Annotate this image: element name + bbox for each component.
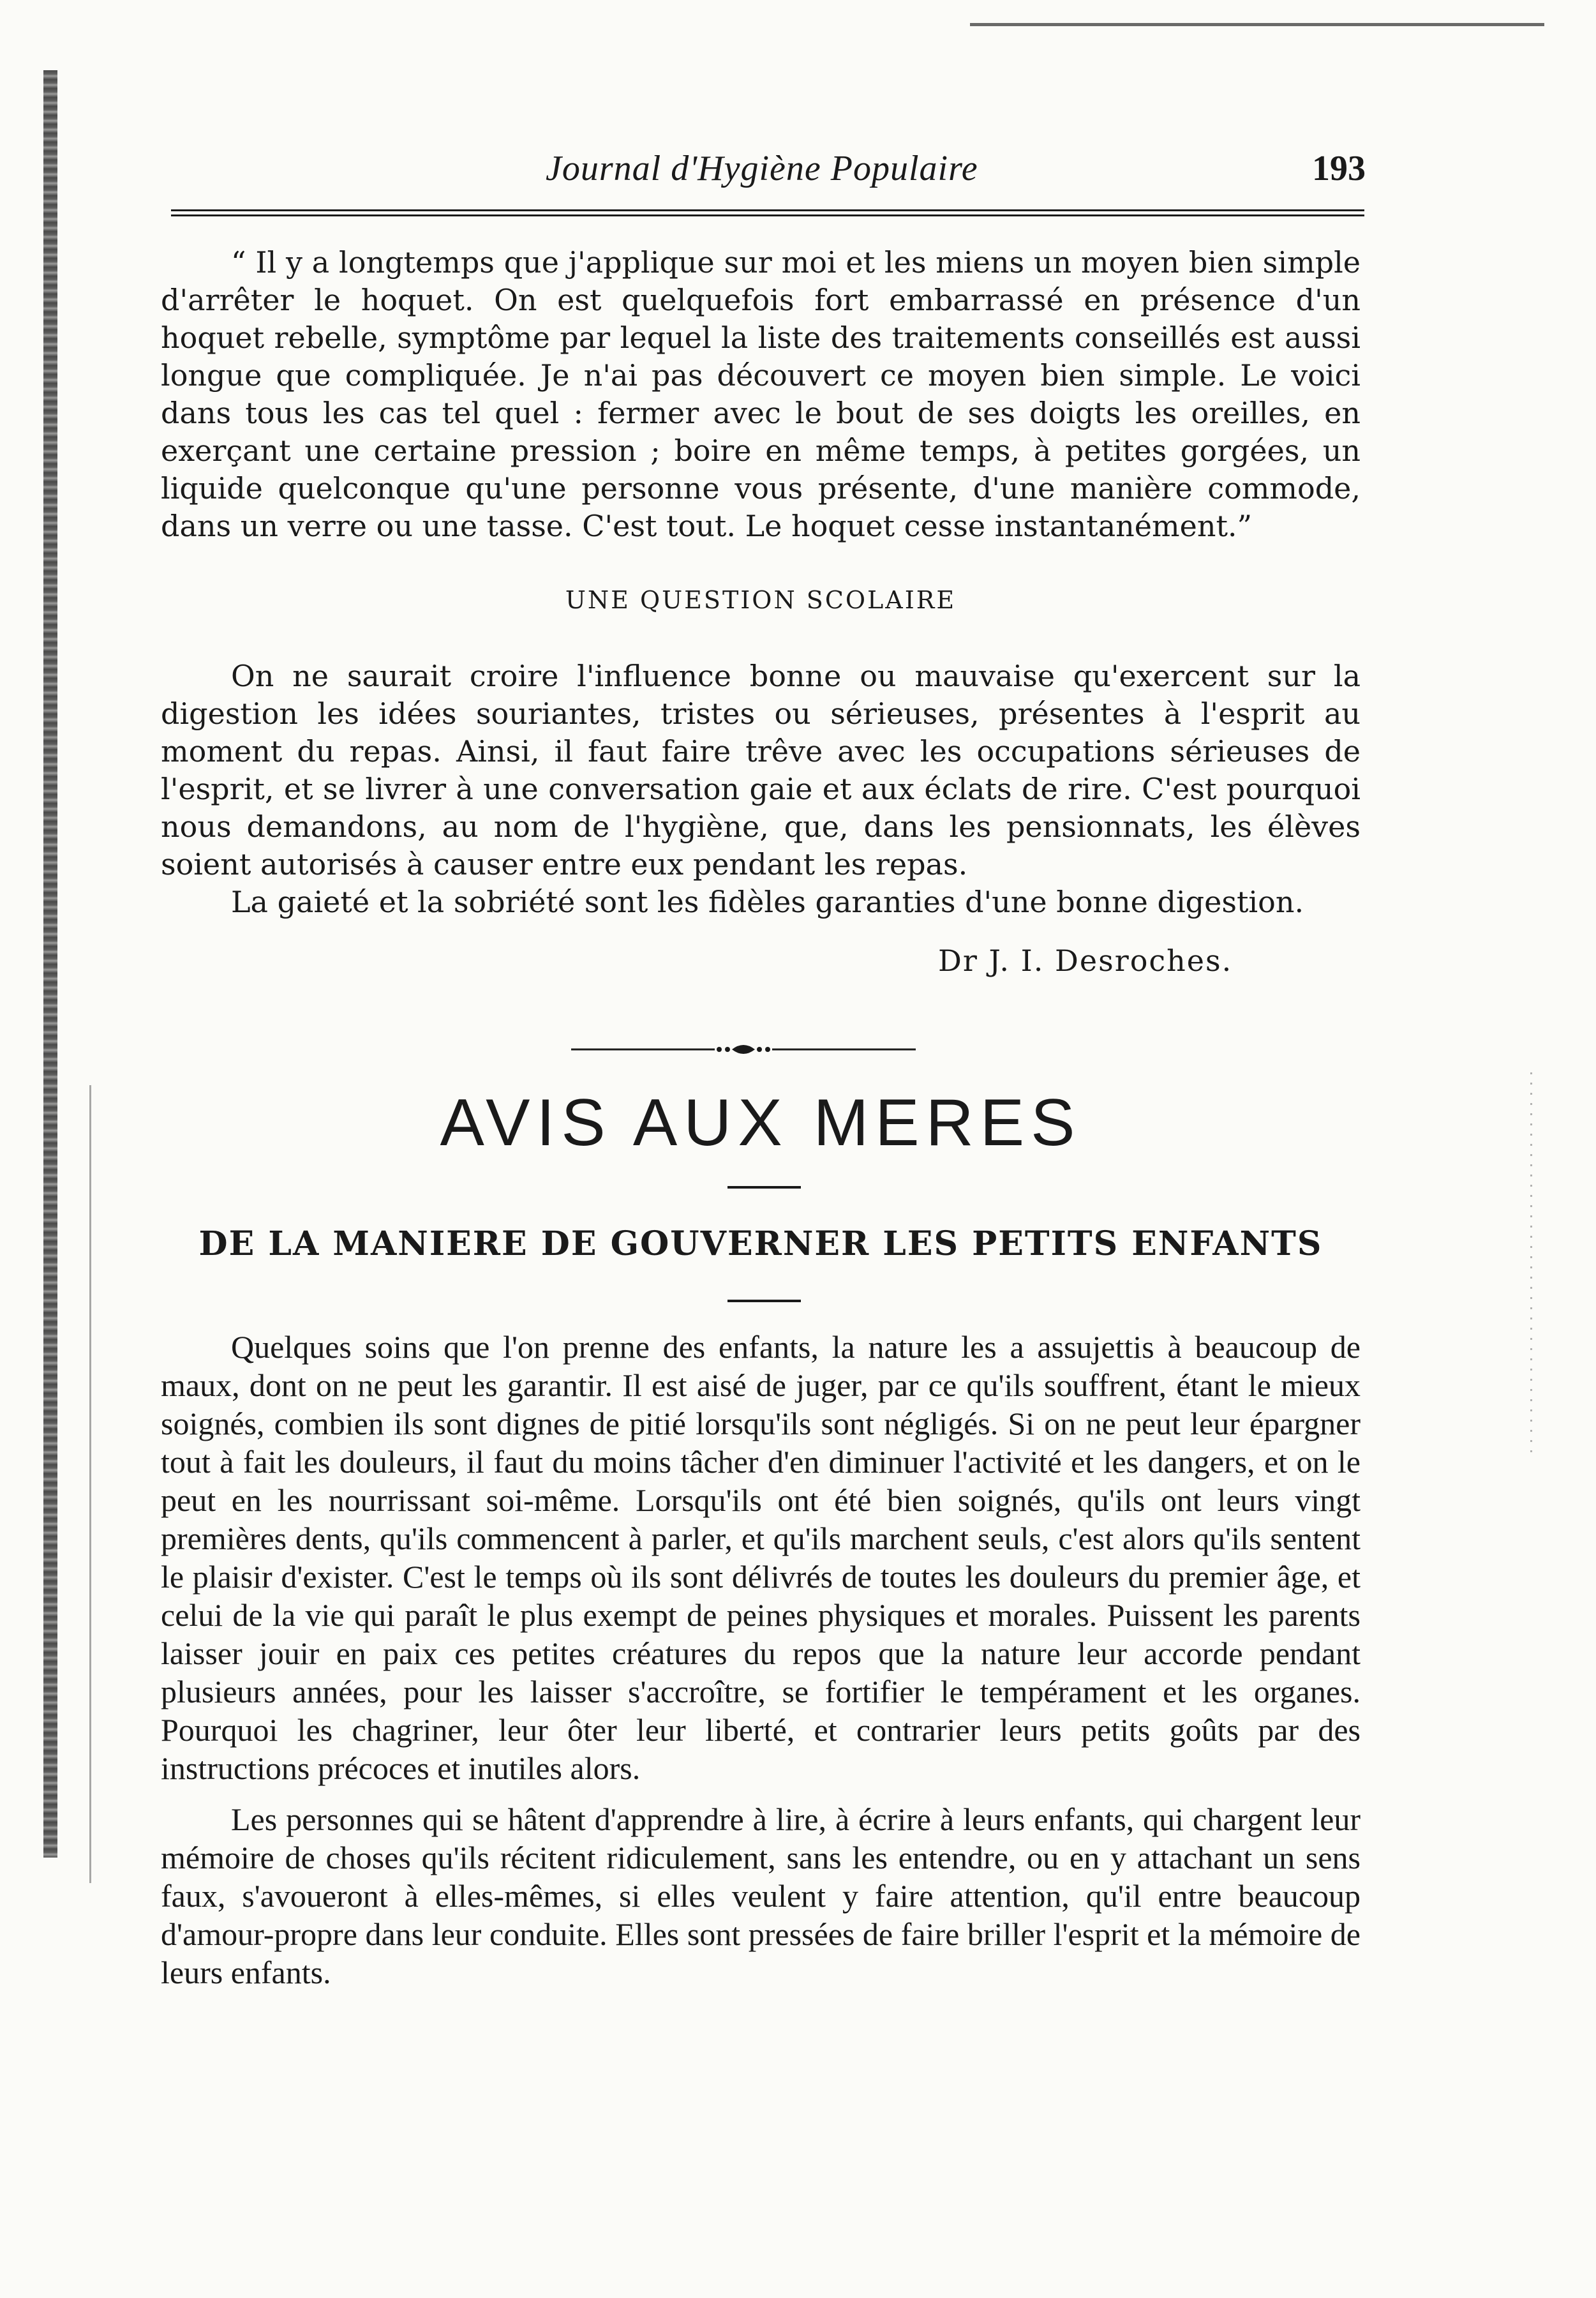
journal-title: Journal d'Hygiène Populaire <box>546 149 978 188</box>
scan-speckle <box>1530 1072 1532 1455</box>
page-binding-shadow <box>43 70 57 1858</box>
page-number: 193 <box>1312 149 1366 188</box>
school-paragraph-2: La gaieté et la sobriété sont les fidèles garanties d'une bonne digestion. <box>231 885 1304 919</box>
article-paragraph-1: Quelques soins que l'on prenne des enfants, la nature les a assujettis à beaucoup de maux, dont on ne peut les garantir. Il est aisé de juger, par ce qu'ils souffrent, étant le mieux soignés, combien ils sont dignes de pitié lorsqu'ils sont négligés. Si on ne peut leur épargner tout à fait les douleurs, il faut du moins tâcher d'en diminuer l'activité et les dangers, et on le peut en les nourrissant soi-même. Lorsqu'ils ont été bien soignés, qu'ils ont leurs vingt premières dents, qu'ils commencent à parler, et qu'ils marchent seuls, c'est alors qu'ils sentent le plaisir d'exister. C'est le temps où ils sont délivrés de toutes les douleurs du premier âge, et celui de la vie qui paraît le plus exempt de peines physiques et morales. Puissent les parents laisser jouir en paix ces petites créatures du repos que la nature leur accorde pendant plusieurs années, pour les laisser s'accroître, se fortifier le tempérament et les organes. Pourquoi les chagriner, leur ôter leur liberté, et contrarier leurs petits goûts par des instructions précoces et inutiles alors. <box>161 1329 1361 1786</box>
school-paragraph-1: On ne saurait croire l'influence bonne ou mauvaise qu'exercent sur la digestion les idées souriantes, tristes ou sérieuses, présentes à l'esprit au moment du repas. Ainsi, il faut faire trêve avec les occupations sérieuses de l'esprit, et se livrer à une conversation gaie et aux éclats de rire. C'est pourquoi nous demandons, au nom de l'hygiène, que, dans les pensionnats, les élèves soient autorisés à causer entre eux pendant les repas. <box>161 659 1361 882</box>
quote-block <box>161 244 1361 545</box>
school-section-body <box>161 657 1361 921</box>
scan-edge-mark <box>970 23 1544 26</box>
article-body <box>161 1328 1361 2004</box>
section-heading: UNE QUESTION SCOLAIRE <box>565 586 957 614</box>
article-title: AVIS AUX MERES <box>440 1086 1082 1160</box>
author-signature: Dr J. I. Desroches. <box>938 943 1233 978</box>
title-rule <box>727 1186 801 1189</box>
article-paragraph-2: Les personnes qui se hâtent d'apprendre à lire, à écrire à leurs enfants, qui chargent leur mémoire de choses qu'ils récitent ridiculement, sans les entendre, ou en y attachant un sens faux, s'avoueront à elles-mêmes, si elles veulent y faire attention, qu'il entre beaucoup d'amour-propre dans leur conduite. Elles sont pressées de faire briller l'esprit et la mémoire de leurs enfants. <box>161 1801 1361 1990</box>
header-double-rule <box>171 209 1364 216</box>
page-binding-line <box>89 1085 91 1883</box>
decorative-divider-icon <box>571 1040 916 1058</box>
running-header <box>163 142 1385 199</box>
quote-paragraph: “ Il y a longtemps que j'applique sur moi et les miens un moyen bien simple d'arrêter le hoquet. On est quelquefois fort embarrassé en présence d'un hoquet rebelle, symptôme par lequel la liste des traitements conseillés est aussi longue que compliquée. Je n'ai pas découvert ce moyen bien simple. Le voici dans tous les cas tel quel : fermer avec le bout de ses doigts les oreilles, en exerçant une certaine pression ; boire en même temps, à petites gorgées, un liquide quelconque qu'une personne vous présente, d'une manière commode, dans un verre ou une tasse. C'est tout. Le hoquet cesse instantanément.” <box>161 245 1361 543</box>
article-subtitle: DE LA MANIERE DE GOUVERNER LES PETITS ENFANTS <box>198 1224 1323 1263</box>
subtitle-rule <box>727 1300 801 1302</box>
